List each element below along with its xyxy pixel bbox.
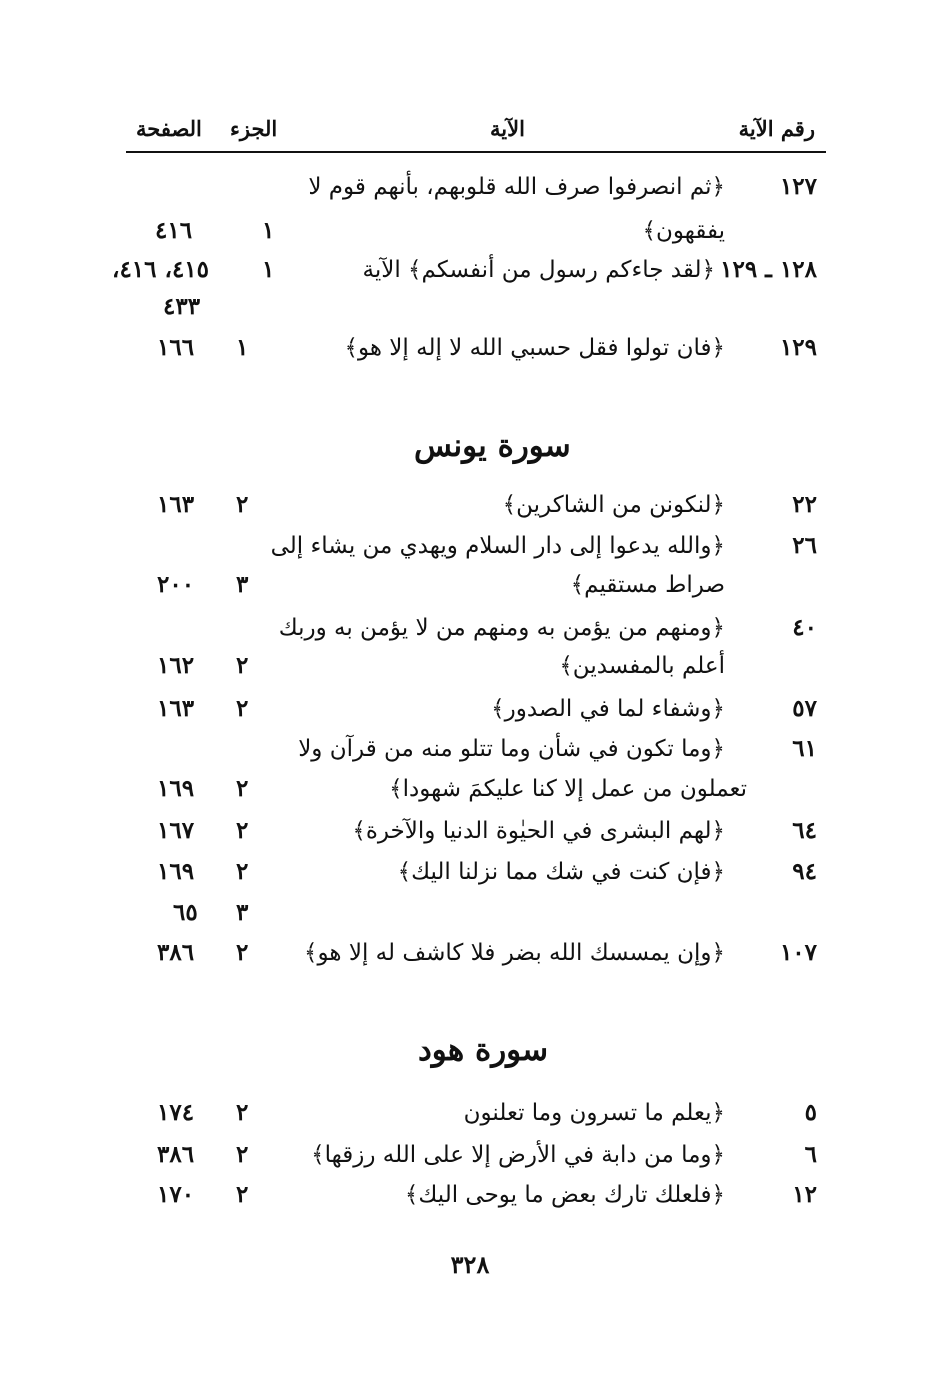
header-divider xyxy=(126,151,826,153)
page-ref: ١٧٤ xyxy=(157,1099,195,1126)
ayah-number: ٢٦ xyxy=(792,532,817,559)
ayah-text: ﴿لهم البشرى في الحيٰوة الدنيا والآخرة﴾ xyxy=(352,818,725,844)
ayah-number: ١٢٧ xyxy=(779,173,817,200)
ayah-number: ١٢ xyxy=(792,1181,817,1208)
ayah-text: تعملون من عمل إلا كنا عليكمَ شهودا﴾ xyxy=(389,776,747,802)
juz-number: ٢ xyxy=(236,491,249,518)
page-ref: ١٦٩ xyxy=(157,775,195,802)
page-ref: ١٦٩ xyxy=(157,858,195,885)
ayah-number: ١٢٨ ـ ١٢٩ xyxy=(720,256,817,283)
ayah-number: ٦١ xyxy=(792,735,817,762)
juz-number: ٢ xyxy=(236,775,249,802)
ayah-text: ﴿وما من دابة في الأرض إلا على الله رزقها﴾ xyxy=(311,1142,725,1168)
ayah-number: ١٠٧ xyxy=(779,939,817,966)
juz-number: ١ xyxy=(236,334,249,361)
page-ref: ١٦٧ xyxy=(157,817,195,844)
ayah-text: ﴿فإن كنت في شك مما نزلنا اليك﴾ xyxy=(397,859,725,885)
ayah-text: ﴿ثم انصرفوا صرف الله قلوبهم، بأنهم قوم لا xyxy=(308,174,725,200)
ayah-text: ﴿فلعلك تارك بعض ما يوحى اليك﴾ xyxy=(404,1182,725,1208)
ayah-number: ٦٤ xyxy=(792,817,817,844)
juz-number: ١ xyxy=(262,256,275,283)
header-ayah: الآية xyxy=(490,116,525,141)
page-ref: ١٦٢ xyxy=(157,652,195,679)
juz-number: ٢ xyxy=(236,939,249,966)
ayah-text: ﴿لنكونن من الشاكرين﴾ xyxy=(502,492,725,518)
juz-number: ٣ xyxy=(236,571,249,598)
ayah-number: ٤٠ xyxy=(792,614,817,641)
page-ref: ٢٠٠ xyxy=(157,571,195,598)
ayah-text: ﴿فان تولوا فقل حسبي الله لا إله إلا هو﴾ xyxy=(344,335,725,361)
ayah-text: أعلم بالمفسدين﴾ xyxy=(559,653,725,679)
juz-number: ٣ xyxy=(236,899,249,926)
ayah-text: ﴿يعلم ما تسرون وما تعلنون xyxy=(463,1100,725,1126)
juz-number: ٢ xyxy=(236,652,249,679)
ayah-number: ٥٧ xyxy=(792,695,817,722)
header-ayah-number: رقم الآية xyxy=(738,116,815,141)
page-ref: ٦٥ xyxy=(173,899,198,926)
page-number: ٣٢٨ xyxy=(450,1250,490,1279)
header-page: الصفحة xyxy=(136,116,202,141)
section-title: سورة هود xyxy=(418,1032,549,1068)
header-juz: الجزء xyxy=(230,116,278,141)
juz-number: ٢ xyxy=(236,1141,249,1168)
page-ref: ٣٨٦ xyxy=(157,939,195,966)
ayah-text: صراط مستقيم﴾ xyxy=(570,572,725,598)
page-ref: ٤١٦ xyxy=(155,217,193,244)
juz-number: ٢ xyxy=(236,1181,249,1208)
page-ref: ٣٨٦ xyxy=(157,1141,195,1168)
ayah-text: يفقهون﴾ xyxy=(642,218,725,244)
ayah-number: ١٢٩ xyxy=(779,334,817,361)
juz-number: ٢ xyxy=(236,858,249,885)
page-ref: ١٦٣ xyxy=(157,491,195,518)
juz-number: ٢ xyxy=(236,817,249,844)
ayah-number: ٥ xyxy=(804,1099,817,1126)
section-title: سورة يونس xyxy=(414,428,571,464)
ayah-text: ﴿ومنهم من يؤمن به ومنهم من لا يؤمن به وربك xyxy=(278,615,725,641)
ayah-number: ٩٤ xyxy=(792,858,817,885)
page-ref: ٤٣٣ xyxy=(163,293,201,320)
page-ref: ١٦٣ xyxy=(157,695,195,722)
juz-number: ٢ xyxy=(236,695,249,722)
juz-number: ٢ xyxy=(236,1099,249,1126)
ayah-text: ﴿والله يدعوا إلى دار السلام ويهدي من يشاء إلى xyxy=(270,533,725,559)
ayah-number: ٢٢ xyxy=(792,491,817,518)
ayah-text: ﴿لقد جاءكم رسول من أنفسكم﴾ الآية xyxy=(362,257,715,283)
page-ref: ١٦٦ xyxy=(157,334,195,361)
juz-number: ١ xyxy=(262,217,275,244)
ayah-text: ﴿وما تكون في شأن وما تتلو منه من قرآن ولا xyxy=(298,736,725,762)
page-ref: ١٧٠ xyxy=(157,1181,195,1208)
ayah-text: ﴿وشفاء لما في الصدور﴾ xyxy=(491,696,725,722)
page-ref: ٤١٥، ٤١٦، xyxy=(112,256,209,283)
ayah-text: ﴿وإن يمسسك الله بضر فلا كاشف له إلا هو﴾ xyxy=(304,940,725,966)
ayah-number: ٦ xyxy=(804,1141,817,1168)
